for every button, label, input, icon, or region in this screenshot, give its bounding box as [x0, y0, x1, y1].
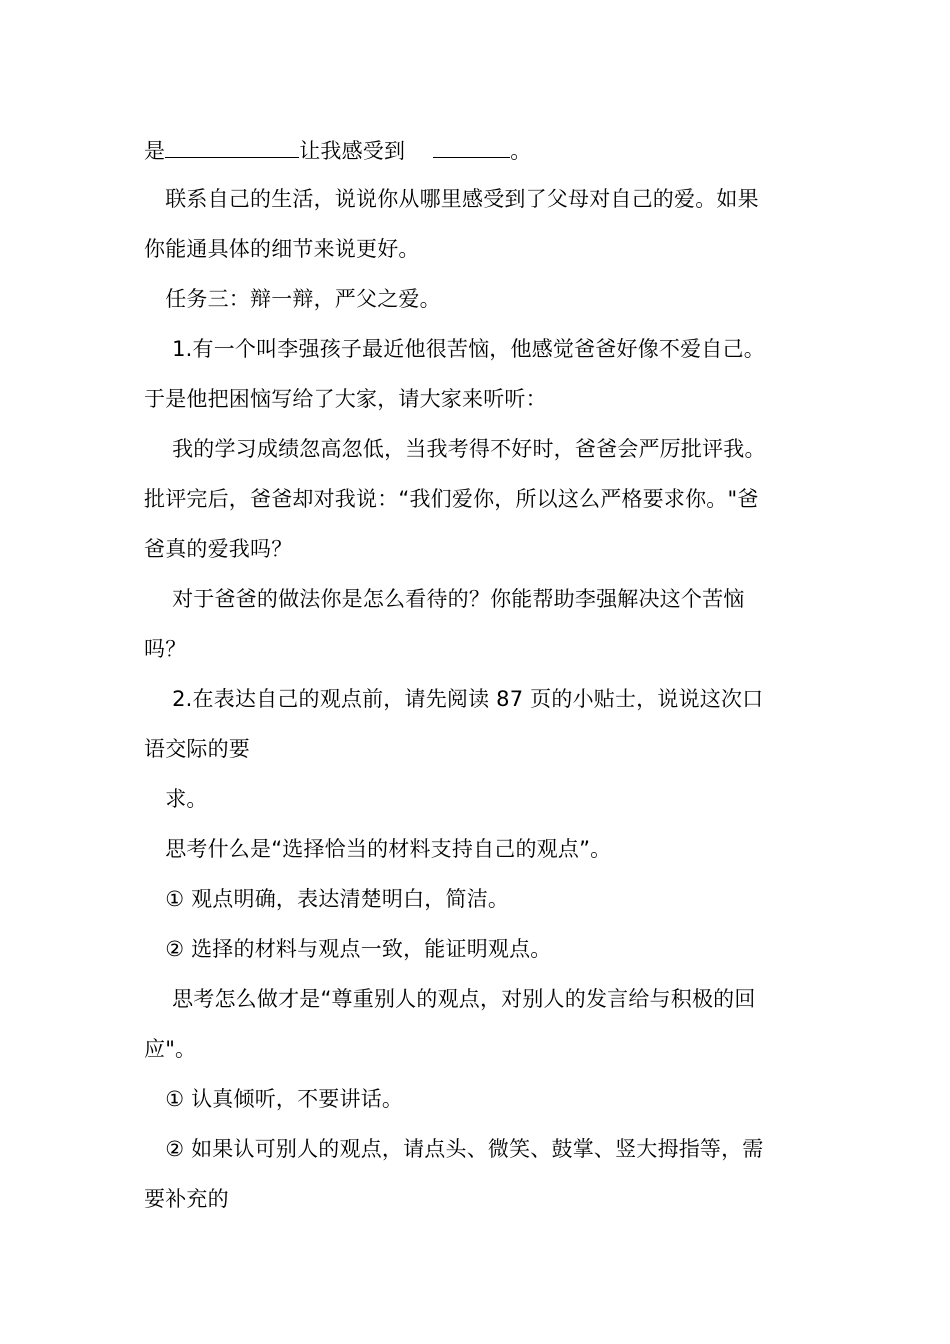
paragraph-line: 于是他把困恼写给了大家，请大家来听听：: [144, 387, 547, 411]
fill-prefix: 是: [144, 139, 166, 163]
paragraph-line: 思考什么是“选择恰当的材料支持自己的观点”。: [144, 837, 612, 861]
list-item: ② 如果认可别人的观点，请点头、微笑、鼓掌、竖大拇指等，需: [144, 1137, 764, 1161]
paragraph-line: 要补充的: [144, 1187, 229, 1211]
list-item: ② 选择的材料与观点一致，能证明观点。: [144, 937, 552, 961]
list-item: ① 认真倾听，不要讲话。: [144, 1087, 404, 1111]
paragraph-line: 爸真的爱我吗？: [144, 537, 293, 561]
paragraph-line: 语交际的要: [144, 737, 250, 761]
paragraph-line: 联系自己的生活，说说你从哪里感受到了父母对自己的爱。如果: [144, 187, 759, 211]
paragraph-line: 思考怎么做才是“尊重别人的观点，对别人的发言给与积极的回: [144, 987, 756, 1011]
fill-middle: 让我感受到: [299, 139, 406, 163]
paragraph-line: 你能通具体的细节来说更好。: [144, 237, 420, 261]
paragraph-line: 应"。: [144, 1037, 197, 1061]
paragraph-line: [144, 135, 814, 166]
fill-in-blank: [433, 135, 510, 158]
list-item: ① 观点明确，表达清楚明白，简洁。: [144, 887, 510, 911]
section-heading: 任务三：辩一辩，严父之爱。: [144, 287, 441, 311]
paragraph-line: 2.在表达自己的观点前，请先阅读 87 页的小贴士，说说这次口: [144, 687, 764, 711]
fill-in-blank: [165, 135, 299, 158]
paragraph-line: 我的学习成绩忽高忽低，当我考得不好时，爸爸会严厉批评我。: [144, 437, 766, 461]
paragraph-line: 对于爸爸的做法你是怎么看待的？你能帮助李强解决这个苦恼: [144, 587, 745, 611]
paragraph-line: 1.有一个叫李强孩子最近他很苦恼，他感觉爸爸好像不爱自己。: [144, 337, 765, 361]
paragraph-line: 求。: [144, 787, 208, 811]
fill-suffix: 。: [510, 139, 532, 163]
paragraph-line: 吗？: [144, 637, 187, 661]
paragraph-line: 批评完后，爸爸却对我说：“我们爱你，所以这么严格要求你。"爸: [144, 487, 759, 511]
